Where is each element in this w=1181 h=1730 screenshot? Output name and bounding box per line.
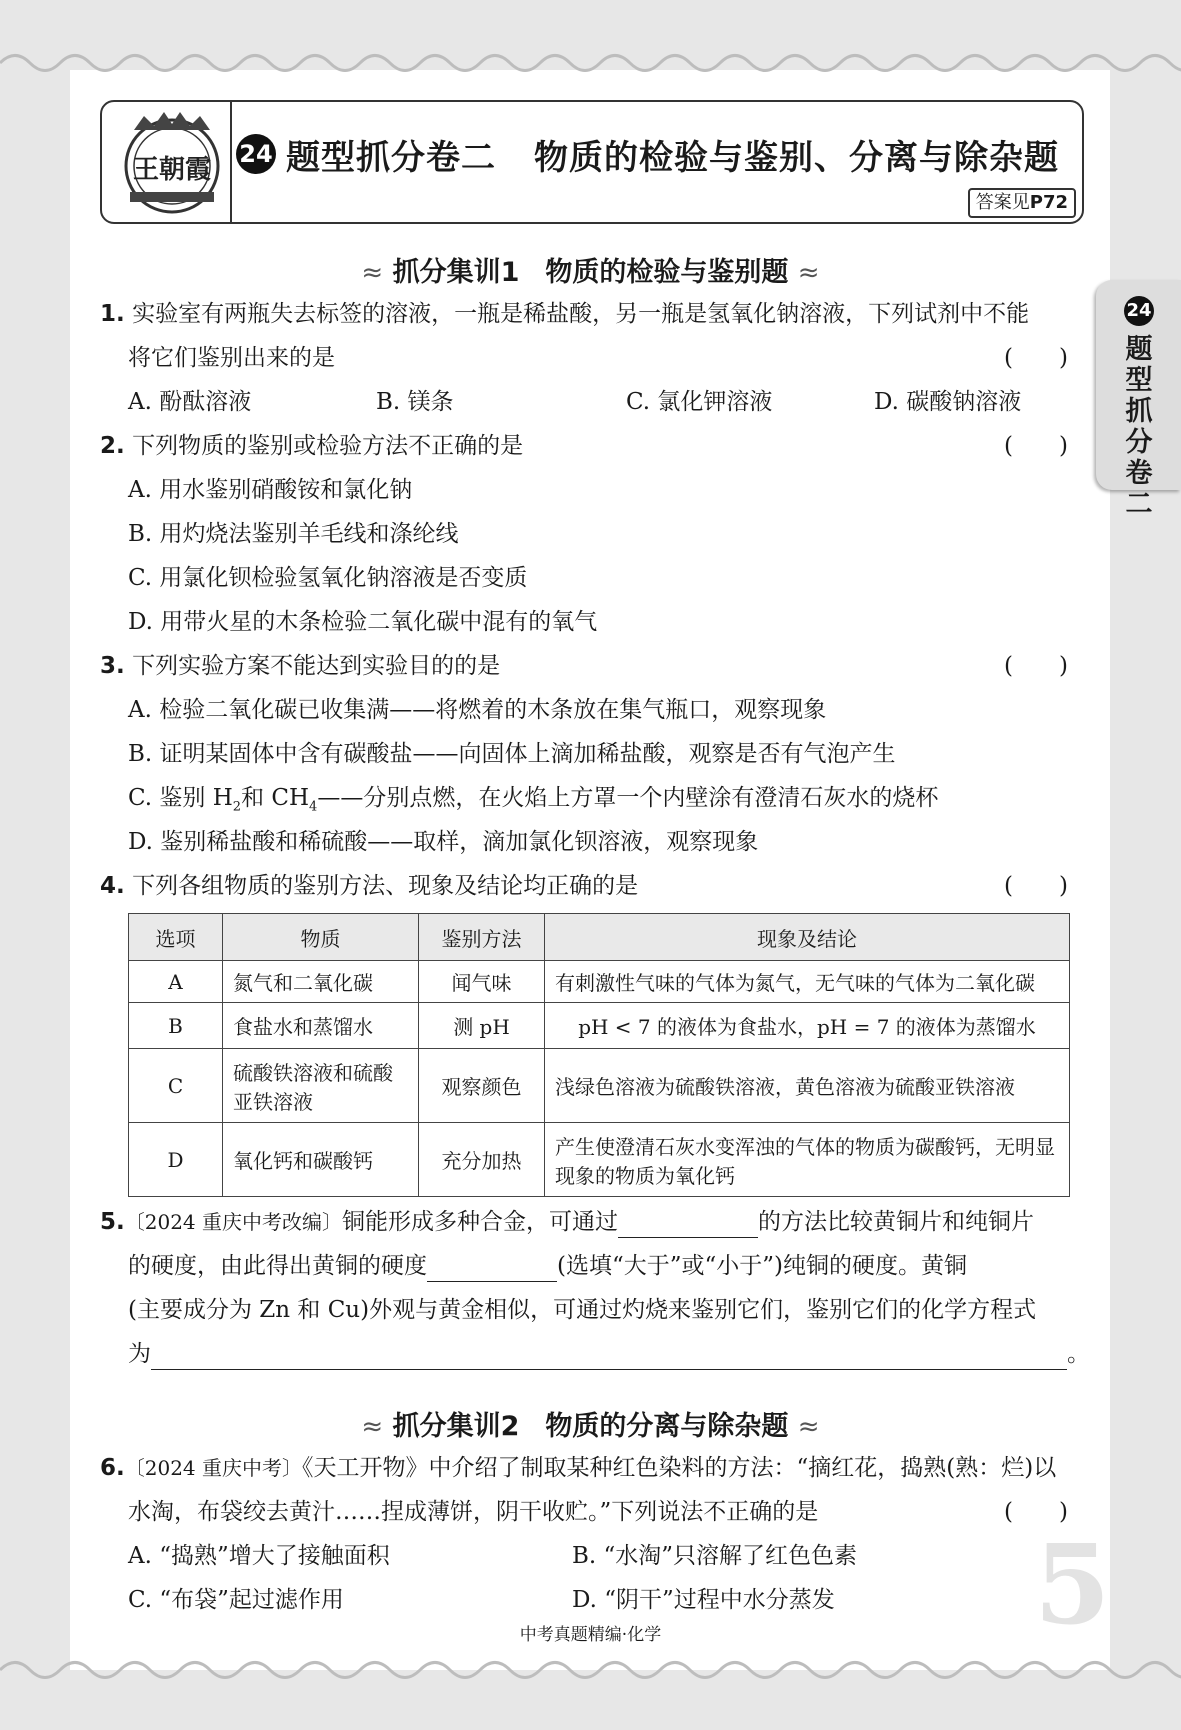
answer-paren: ( ) xyxy=(1004,873,1068,899)
question-5-line-4: 为 。 xyxy=(128,1338,1090,1370)
q2-option-b: B. 用灼烧法鉴别羊毛线和涤纶线 xyxy=(128,521,459,547)
q2-option-a: A. 用水鉴别硝酸铵和氯化钠 xyxy=(128,477,413,503)
table-cell: 产生使澄清石灰水变浑浊的气体的物质为碳酸钙，无明显现象的物质为氧化钙 xyxy=(545,1123,1070,1197)
q2-option-c: C. 用氯化钡检验氢氧化钠溶液是否变质 xyxy=(128,565,528,591)
table-cell: 氧化钙和碳酸钙 xyxy=(223,1123,419,1197)
table-cell: 有刺激性气味的气体为氮气，无气味的气体为二氧化碳 xyxy=(545,961,1070,1003)
fill-blank-1[interactable] xyxy=(618,1211,758,1238)
section-label: 抓分集训2 xyxy=(392,1411,520,1442)
section-label: 抓分集训1 xyxy=(392,257,520,288)
fill-blank-3[interactable] xyxy=(151,1343,1067,1370)
q1-option-a: A. 酚酞溶液 xyxy=(128,389,252,415)
header-box xyxy=(100,100,1084,224)
q6-option-a: A. “捣熟”增大了接触面积 xyxy=(128,1543,390,1569)
question-4-stem: 4. 下列各组物质的鉴别方法、现象及结论均正确的是 xyxy=(100,873,639,899)
question-number: 1. xyxy=(100,301,125,327)
side-chapter-tab xyxy=(1096,280,1181,520)
table-header-row xyxy=(129,914,1070,961)
table-header: 现象及结论 xyxy=(545,914,1070,961)
q6-option-c: C. “布袋”起过滤作用 xyxy=(128,1587,344,1613)
table-header: 选项 xyxy=(129,914,223,961)
question-6-line-1: 6.〔2024 重庆中考〕《天工开物》中介绍了制取某种红色染料的方法：“摘红花，捣熟(熟：烂)以 xyxy=(100,1455,1057,1481)
wavy-border-top xyxy=(0,48,1181,78)
q2-option-d: D. 用带火星的木条检验二氧化碳中混有的氧气 xyxy=(128,609,598,635)
q3-option-a: A. 检验二氧化碳已收集满——将燃着的木条放在集气瓶口，观察现象 xyxy=(128,697,827,723)
table-cell: 闻气味 xyxy=(419,961,545,1003)
table-cell: 充分加热 xyxy=(419,1123,545,1197)
question-6-line-2: 水淘，布袋绞去黄汁……捏成薄饼，阴干收贮。”下列说法不正确的是 xyxy=(128,1499,819,1525)
q6-option-b: B. “水淘”只溶解了红色色素 xyxy=(572,1543,858,1569)
wavy-border-bottom xyxy=(0,1655,1181,1685)
table-cell: 氮气和二氧化碳 xyxy=(223,961,419,1003)
page-footer: 中考真题精编·化学 xyxy=(519,1625,662,1645)
answer-reference xyxy=(968,188,1076,218)
q3-option-c: C. 鉴别 $H_2$和 $CH_4——$分别点燃，在火焰上方罩一个内壁涂有澄清石灰水的烧杯 xyxy=(128,785,939,815)
table-row xyxy=(129,1003,1070,1049)
section-title: 物质的检验与鉴别题 xyxy=(545,257,789,288)
table-cell: D xyxy=(129,1123,223,1197)
paper-number-badge: 24 xyxy=(236,134,276,174)
table-cell: 食盐水和蒸馏水 xyxy=(223,1003,419,1049)
page-title xyxy=(286,130,1059,179)
table-cell: A xyxy=(129,961,223,1003)
q3-option-d: D. 鉴别稀盐酸和稀硫酸——取样，滴加氯化钡溶液，观察现象 xyxy=(128,829,759,855)
table-header: 物质 xyxy=(223,914,419,961)
question-5-line-2: 的硬度，由此得出黄铜的硬度 (选填“大于”或“小于”)纯铜的硬度。黄铜 xyxy=(128,1250,967,1282)
table-cell: 浅绿色溶液为硫酸铁溶液，黄色溶液为硫酸亚铁溶液 xyxy=(545,1049,1070,1123)
q1-option-b: B. 镁条 xyxy=(376,389,454,415)
answer-paren: ( ) xyxy=(1004,1499,1068,1525)
section-heading-2: ≈ 抓分集训2 物质的分离与除杂题 ≈ xyxy=(361,1411,820,1442)
table-row xyxy=(129,961,1070,1003)
question-1-stem: 1. 实验室有两瓶失去标签的溶液，一瓶是稀盐酸，另一瓶是氢氧化钠溶液，下列试剂中不能 xyxy=(100,301,1030,327)
title-topic: 物质的检验与鉴别、分离与除杂题 xyxy=(534,138,1059,178)
q1-option-d: D. 碳酸钠溶液 xyxy=(874,389,1022,415)
table-cell: 观察颜色 xyxy=(419,1049,545,1123)
table-header: 鉴别方法 xyxy=(419,914,545,961)
table-cell: 测 pH xyxy=(419,1003,545,1049)
fill-blank-2[interactable] xyxy=(427,1255,557,1282)
question-source: 〔2024 重庆中考改编〕 xyxy=(124,1210,343,1234)
answer-ref-label: 答案见 xyxy=(975,192,1030,213)
q4-table xyxy=(128,913,1070,1197)
page-number: 5 xyxy=(1034,1520,1111,1649)
question-1-stem-cont: 将它们鉴别出来的是 xyxy=(128,345,335,371)
question-source: 〔2024 重庆中考〕 xyxy=(124,1456,303,1480)
answer-paren: ( ) xyxy=(1004,433,1068,459)
table-cell: C xyxy=(129,1049,223,1123)
table-cell: pH < 7 的液体为食盐水，pH = 7 的液体为蒸馏水 xyxy=(545,1003,1070,1049)
table-cell: 硫酸铁溶液和硫酸亚铁溶液 xyxy=(223,1049,419,1123)
side-tab-number: 24 xyxy=(1124,296,1154,326)
question-2-stem: 2. 下列物质的鉴别或检验方法不正确的是 xyxy=(100,433,524,459)
header-divider xyxy=(230,102,232,222)
section-heading-1: ≈ 抓分集训1 物质的检验与鉴别题 ≈ xyxy=(361,257,820,288)
q3-option-b: B. 证明某固体中含有碳酸盐——向固体上滴加稀盐酸，观察是否有气泡产生 xyxy=(128,741,896,767)
svg-text:王朝霞: 王朝霞 xyxy=(132,155,212,185)
answer-paren: ( ) xyxy=(1004,653,1068,679)
question-5-line-3: (主要成分为 Zn 和 Cu)外观与黄金相似，可通过灼烧来鉴别它们，鉴别它们的化学方程式 xyxy=(128,1297,1037,1323)
title-series: 题型抓分卷二 xyxy=(286,138,496,178)
q6-option-d: D. “阴干”过程中水分蒸发 xyxy=(572,1587,835,1613)
answer-ref-page: P72 xyxy=(1029,192,1068,213)
answer-paren: ( ) xyxy=(1004,345,1068,371)
table-row xyxy=(129,1123,1070,1197)
side-tab-text: 题型抓分卷二 xyxy=(1125,334,1153,520)
question-5-line-1: 5.〔2024 重庆中考改编〕铜能形成多种合金，可通过 的方法比较黄铜片和纯铜片 xyxy=(100,1206,1034,1238)
section-title: 物质的分离与除杂题 xyxy=(545,1411,789,1442)
question-3-stem: 3. 下列实验方案不能达到实验目的的是 xyxy=(100,653,501,679)
brand-seal-logo xyxy=(116,108,228,216)
table-row xyxy=(129,1049,1070,1123)
q1-option-c: C. 氯化钾溶液 xyxy=(626,389,773,415)
table-cell: B xyxy=(129,1003,223,1049)
